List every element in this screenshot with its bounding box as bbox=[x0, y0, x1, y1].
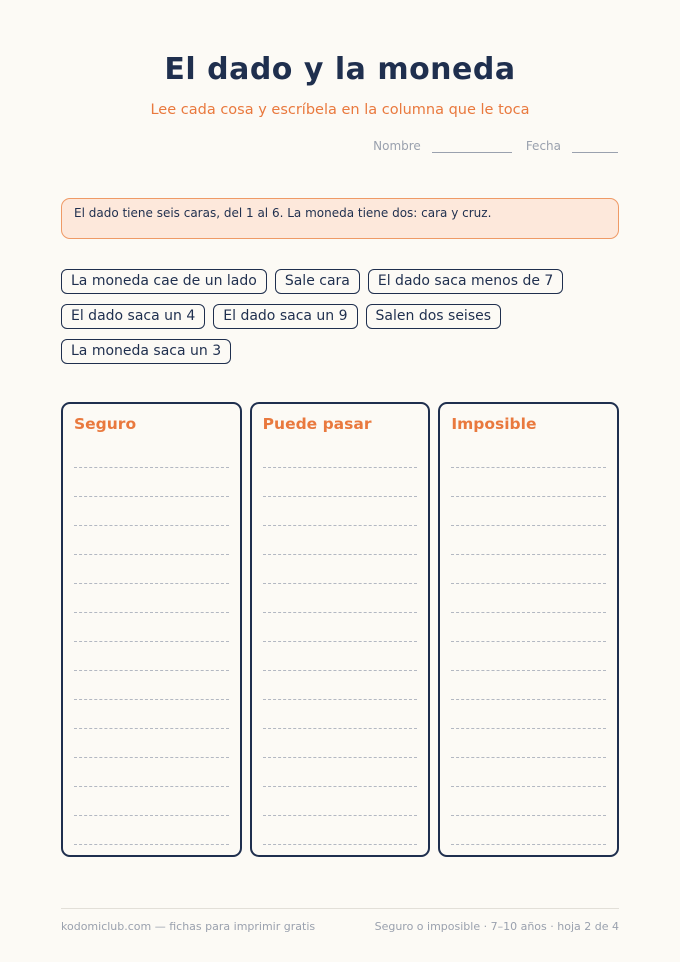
writing-line[interactable] bbox=[74, 613, 229, 642]
writing-lines[interactable] bbox=[263, 439, 418, 845]
writing-line[interactable] bbox=[74, 787, 229, 816]
footer-site: kodomiclub.com — fichas para imprimir gratis bbox=[61, 920, 316, 933]
writing-line[interactable] bbox=[74, 729, 229, 758]
writing-line[interactable] bbox=[263, 671, 418, 700]
writing-line[interactable] bbox=[451, 439, 606, 468]
writing-line[interactable] bbox=[451, 497, 606, 526]
writing-line[interactable] bbox=[451, 671, 606, 700]
writing-line[interactable] bbox=[451, 758, 606, 787]
statement-chip: La moneda saca un 3 bbox=[61, 339, 231, 364]
date-line[interactable] bbox=[572, 141, 618, 153]
writing-line[interactable] bbox=[263, 468, 418, 497]
writing-line[interactable] bbox=[451, 729, 606, 758]
writing-line[interactable] bbox=[263, 816, 418, 845]
statement-chips bbox=[61, 269, 621, 364]
footer-divider bbox=[61, 908, 619, 909]
writing-line[interactable] bbox=[74, 439, 229, 468]
writing-line[interactable] bbox=[451, 613, 606, 642]
writing-line[interactable] bbox=[263, 729, 418, 758]
name-line[interactable] bbox=[432, 141, 512, 153]
statement-chip: La moneda cae de un lado bbox=[61, 269, 267, 294]
writing-line[interactable] bbox=[74, 671, 229, 700]
sorting-columns bbox=[61, 402, 619, 857]
statement-chip: El dado saca menos de 7 bbox=[368, 269, 563, 294]
writing-line[interactable] bbox=[263, 758, 418, 787]
writing-line[interactable] bbox=[74, 468, 229, 497]
writing-line[interactable] bbox=[263, 787, 418, 816]
writing-line[interactable] bbox=[451, 468, 606, 497]
statement-chip: El dado saca un 9 bbox=[213, 304, 357, 329]
column-heading: Puede pasar bbox=[262, 415, 372, 433]
writing-line[interactable] bbox=[451, 787, 606, 816]
writing-line[interactable] bbox=[451, 526, 606, 555]
column-imposible bbox=[438, 402, 619, 857]
writing-line[interactable] bbox=[263, 439, 418, 468]
writing-line[interactable] bbox=[451, 555, 606, 584]
writing-line[interactable] bbox=[263, 584, 418, 613]
writing-line[interactable] bbox=[74, 526, 229, 555]
column-heading: Imposible bbox=[451, 415, 537, 433]
writing-line[interactable] bbox=[74, 758, 229, 787]
statement-chip: El dado saca un 4 bbox=[61, 304, 205, 329]
writing-line[interactable] bbox=[263, 613, 418, 642]
writing-line[interactable] bbox=[451, 584, 606, 613]
date-label: Fecha bbox=[525, 139, 561, 153]
statement-chip: Sale cara bbox=[275, 269, 360, 294]
writing-line[interactable] bbox=[74, 700, 229, 729]
writing-lines[interactable] bbox=[451, 439, 606, 845]
column-heading: Seguro bbox=[74, 415, 137, 433]
writing-line[interactable] bbox=[74, 642, 229, 671]
name-date-fields bbox=[373, 139, 618, 153]
writing-line[interactable] bbox=[263, 700, 418, 729]
writing-line[interactable] bbox=[263, 555, 418, 584]
writing-line[interactable] bbox=[451, 816, 606, 845]
writing-line[interactable] bbox=[74, 497, 229, 526]
writing-line[interactable] bbox=[263, 526, 418, 555]
writing-line[interactable] bbox=[74, 816, 229, 845]
writing-line[interactable] bbox=[263, 497, 418, 526]
writing-line[interactable] bbox=[74, 555, 229, 584]
column-seguro bbox=[61, 402, 242, 857]
info-box: El dado tiene seis caras, del 1 al 6. La moneda tiene dos: cara y cruz. bbox=[61, 198, 619, 239]
worksheet-subtitle: Lee cada cosa y escríbela en la columna que le toca bbox=[150, 102, 530, 118]
statement-chip: Salen dos seises bbox=[366, 304, 502, 329]
writing-lines[interactable] bbox=[74, 439, 229, 845]
writing-line[interactable] bbox=[451, 700, 606, 729]
worksheet-title: El dado y la moneda bbox=[164, 52, 516, 87]
name-label: Nombre bbox=[373, 139, 421, 153]
column-puede-pasar bbox=[250, 402, 431, 857]
footer-page-info: Seguro o imposible · 7–10 años · hoja 2 de 4 bbox=[374, 920, 619, 933]
writing-line[interactable] bbox=[263, 642, 418, 671]
writing-line[interactable] bbox=[74, 584, 229, 613]
writing-line[interactable] bbox=[451, 642, 606, 671]
